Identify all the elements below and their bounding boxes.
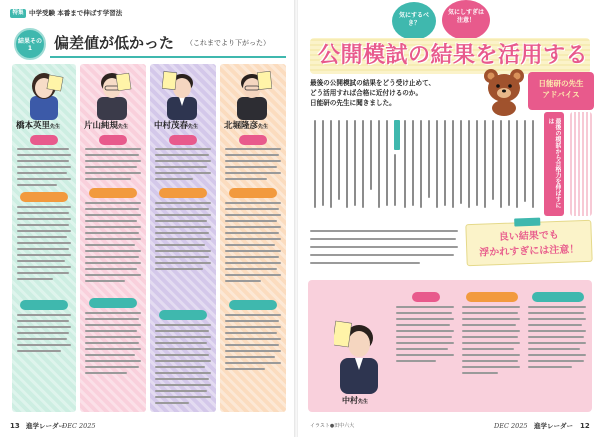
- teacher-portrait-2: [92, 66, 132, 120]
- teacher-name-nakamura-suffix: 先生: [358, 399, 369, 405]
- teacher-name-3: [154, 121, 198, 132]
- advice-badge-line-2: アドバイス: [542, 90, 580, 100]
- side-stripe: [570, 112, 592, 216]
- teacher-name-4: [224, 121, 268, 132]
- magazine-name-left: 進学レーダー: [26, 422, 65, 430]
- lead-line-1: 最後の公開模試の結果をどう受け止めて、: [310, 79, 436, 87]
- bubble-dont-worry: [442, 0, 490, 40]
- heading-underline: [50, 56, 286, 58]
- advice-caption-2: [466, 292, 518, 302]
- caption-label-2c: [89, 298, 137, 308]
- case-heading: 偏差値が低かった: [54, 34, 175, 52]
- caption-label-4b: [229, 188, 277, 198]
- lead-text: [310, 78, 474, 108]
- case-tag-label: 結果その1: [17, 38, 42, 52]
- teacher-column-3: [150, 64, 216, 412]
- caption-label-1a: [30, 135, 58, 145]
- caption-label-4c: [229, 300, 277, 310]
- caption-label-1c: [20, 300, 68, 310]
- teacher-name-2-text: 片山純規: [84, 121, 119, 131]
- caption-label-2b: [89, 188, 137, 198]
- teacher-name-1: [16, 121, 60, 132]
- bubble-should-worry-text: 気にするべき？: [398, 12, 429, 27]
- advice-badge: [528, 72, 594, 110]
- bubble-dont-worry-text: 気にしすぎは注意！: [447, 9, 484, 24]
- teacher-name-2: [84, 121, 128, 132]
- mid-paragraph: [310, 228, 460, 268]
- side-heading-text: 最後の模試から合格力を伸ばすには: [547, 118, 561, 208]
- page-number-right: 12: [580, 422, 590, 430]
- teacher-portrait-4: [232, 66, 272, 120]
- caption-label-3a: [169, 135, 197, 145]
- teacher-portrait-nakamura: [334, 314, 384, 394]
- bear-mascot: [482, 66, 526, 116]
- page-title: 公開模試の結果を活用する: [318, 43, 589, 68]
- advice-caption-1: [412, 292, 440, 302]
- teacher-portrait-3: [162, 66, 202, 120]
- teacher-name-nakamura-text: 中村: [342, 396, 358, 405]
- case-heading-sub: （これまでより下がった）: [186, 39, 270, 47]
- article-body: [310, 118, 538, 210]
- caption-label-2a: [99, 135, 127, 145]
- caption-label-1b: [20, 192, 68, 202]
- lead-line-2: どう活用すれば合格に近付けるのか。: [310, 89, 423, 97]
- section-tag-label: 特集: [12, 10, 24, 16]
- left-page: [0, 0, 294, 437]
- section-tag: [10, 9, 26, 18]
- right-page: [298, 0, 600, 437]
- sticky-note: [465, 220, 592, 266]
- case-tag: [14, 28, 46, 60]
- illustration-credit: イラスト●田中六大: [310, 423, 355, 429]
- section-title: 中学受験 本番まで伸ばす学習法: [29, 9, 123, 17]
- teacher-name-nakamura: [342, 396, 368, 406]
- caption-label-3b: [159, 188, 207, 198]
- caption-label-4a: [239, 135, 267, 145]
- teacher-name-4-text: 北堀隆彦: [224, 121, 259, 131]
- teacher-portrait-1: [24, 66, 64, 120]
- teacher-suffix-4: 先生: [258, 124, 269, 130]
- caption-label-3c: [159, 310, 207, 320]
- teacher-suffix-2: 先生: [118, 124, 129, 130]
- teacher-name-3-text: 中村茂春: [154, 121, 189, 131]
- lead-line-3: 日能研の先生に聞きました。: [310, 99, 396, 107]
- advice-badge-line-1: 日能研の先生: [538, 79, 584, 88]
- teacher-column-2: [80, 64, 146, 412]
- page-number-left: 13: [10, 422, 20, 430]
- bubble-should-worry: [392, 2, 436, 40]
- teacher-column-4: [220, 64, 286, 412]
- magazine-name-right: 進学レーダー: [534, 422, 573, 430]
- advice-column-1: [396, 292, 456, 404]
- issue-date-left: DEC 2025: [62, 422, 96, 430]
- teacher-suffix-3: 先生: [188, 124, 199, 130]
- sticky-tape: [514, 218, 540, 227]
- advice-caption-3: [532, 292, 584, 302]
- advice-column-3: [528, 292, 588, 404]
- teacher-name-1-text: 橋本英里: [16, 121, 51, 131]
- advice-column-2: [462, 292, 522, 404]
- issue-date-right: DEC 2025: [494, 422, 528, 430]
- side-heading-tag: [544, 112, 564, 216]
- teacher-column-1: [12, 64, 76, 412]
- teacher-suffix-1: 先生: [50, 124, 61, 130]
- sticky-line-2: 浮かれすぎには注意！: [479, 243, 580, 259]
- sticky-line-1: 良い結果でも: [498, 229, 559, 244]
